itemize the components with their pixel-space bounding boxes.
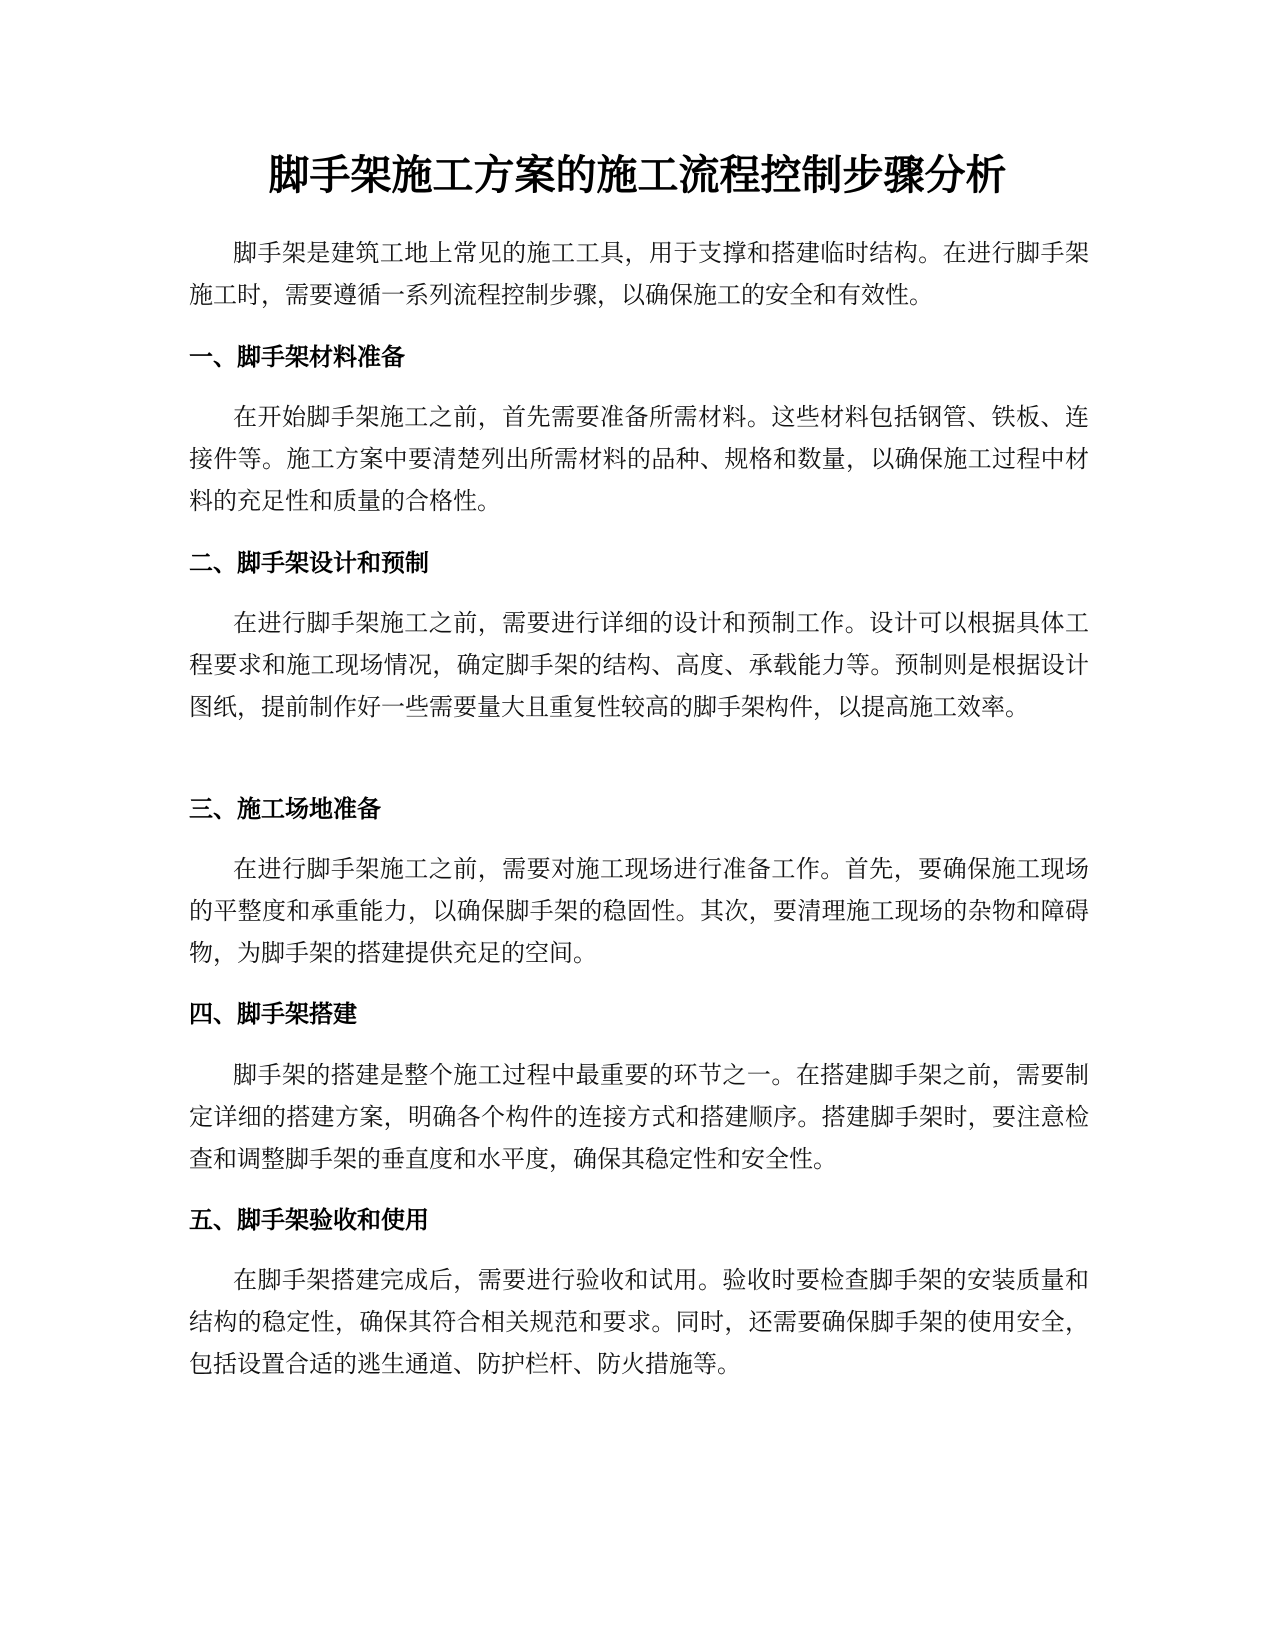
- section-heading-5: 五、脚手架验收和使用: [189, 1206, 429, 1234]
- section-body-1: 在开始脚手架施工之前，首先需要准备所需材料。这些材料包括钢管、铁板、连接件等。施工方案中要清楚列出所需材料的品种、规格和数量，以确保施工过程中材料的充足性和质量的合格性。: [189, 403, 1089, 515]
- section-body-2: 在进行脚手架施工之前，需要进行详细的设计和预制工作。设计可以根据具体工程要求和施工现场情况，确定脚手架的结构、高度、承载能力等。预制则是根据设计图纸，提前制作好一些需要量大且重复性较高的脚手架构件，以提高施工效率。: [189, 609, 1089, 721]
- section-heading-2: 二、脚手架设计和预制: [189, 549, 429, 577]
- section-body-4: 脚手架的搭建是整个施工过程中最重要的环节之一。在搭建脚手架之前，需要制定详细的搭建方案，明确各个构件的连接方式和搭建顺序。搭建脚手架时，要注意检查和调整脚手架的垂直度和水平度，确保其稳定性和安全性。: [189, 1061, 1089, 1173]
- section-heading-4: 四、脚手架搭建: [189, 1000, 357, 1028]
- section-body-3: 在进行脚手架施工之前，需要对施工现场进行准备工作。首先，要确保施工现场的平整度和承重能力，以确保脚手架的稳固性。其次，要清理施工现场的杂物和障碍物，为脚手架的搭建提供充足的空间。: [189, 855, 1089, 967]
- page-title: 脚手架施工方案的施工流程控制步骤分析: [268, 151, 1007, 199]
- section-body-5: 在脚手架搭建完成后，需要进行验收和试用。验收时要检查脚手架的安装质量和结构的稳定性，确保其符合相关规范和要求。同时，还需要确保脚手架的使用安全，包括设置合适的逃生通道、防护栏杆、防火措施等。: [189, 1266, 1089, 1378]
- section-heading-1: 一、脚手架材料准备: [189, 343, 405, 371]
- section-heading-3: 三、施工场地准备: [189, 795, 381, 823]
- intro-paragraph: 脚手架是建筑工地上常见的施工工具，用于支撑和搭建临时结构。在进行脚手架施工时，需要遵循一系列流程控制步骤，以确保施工的安全和有效性。: [189, 239, 1089, 309]
